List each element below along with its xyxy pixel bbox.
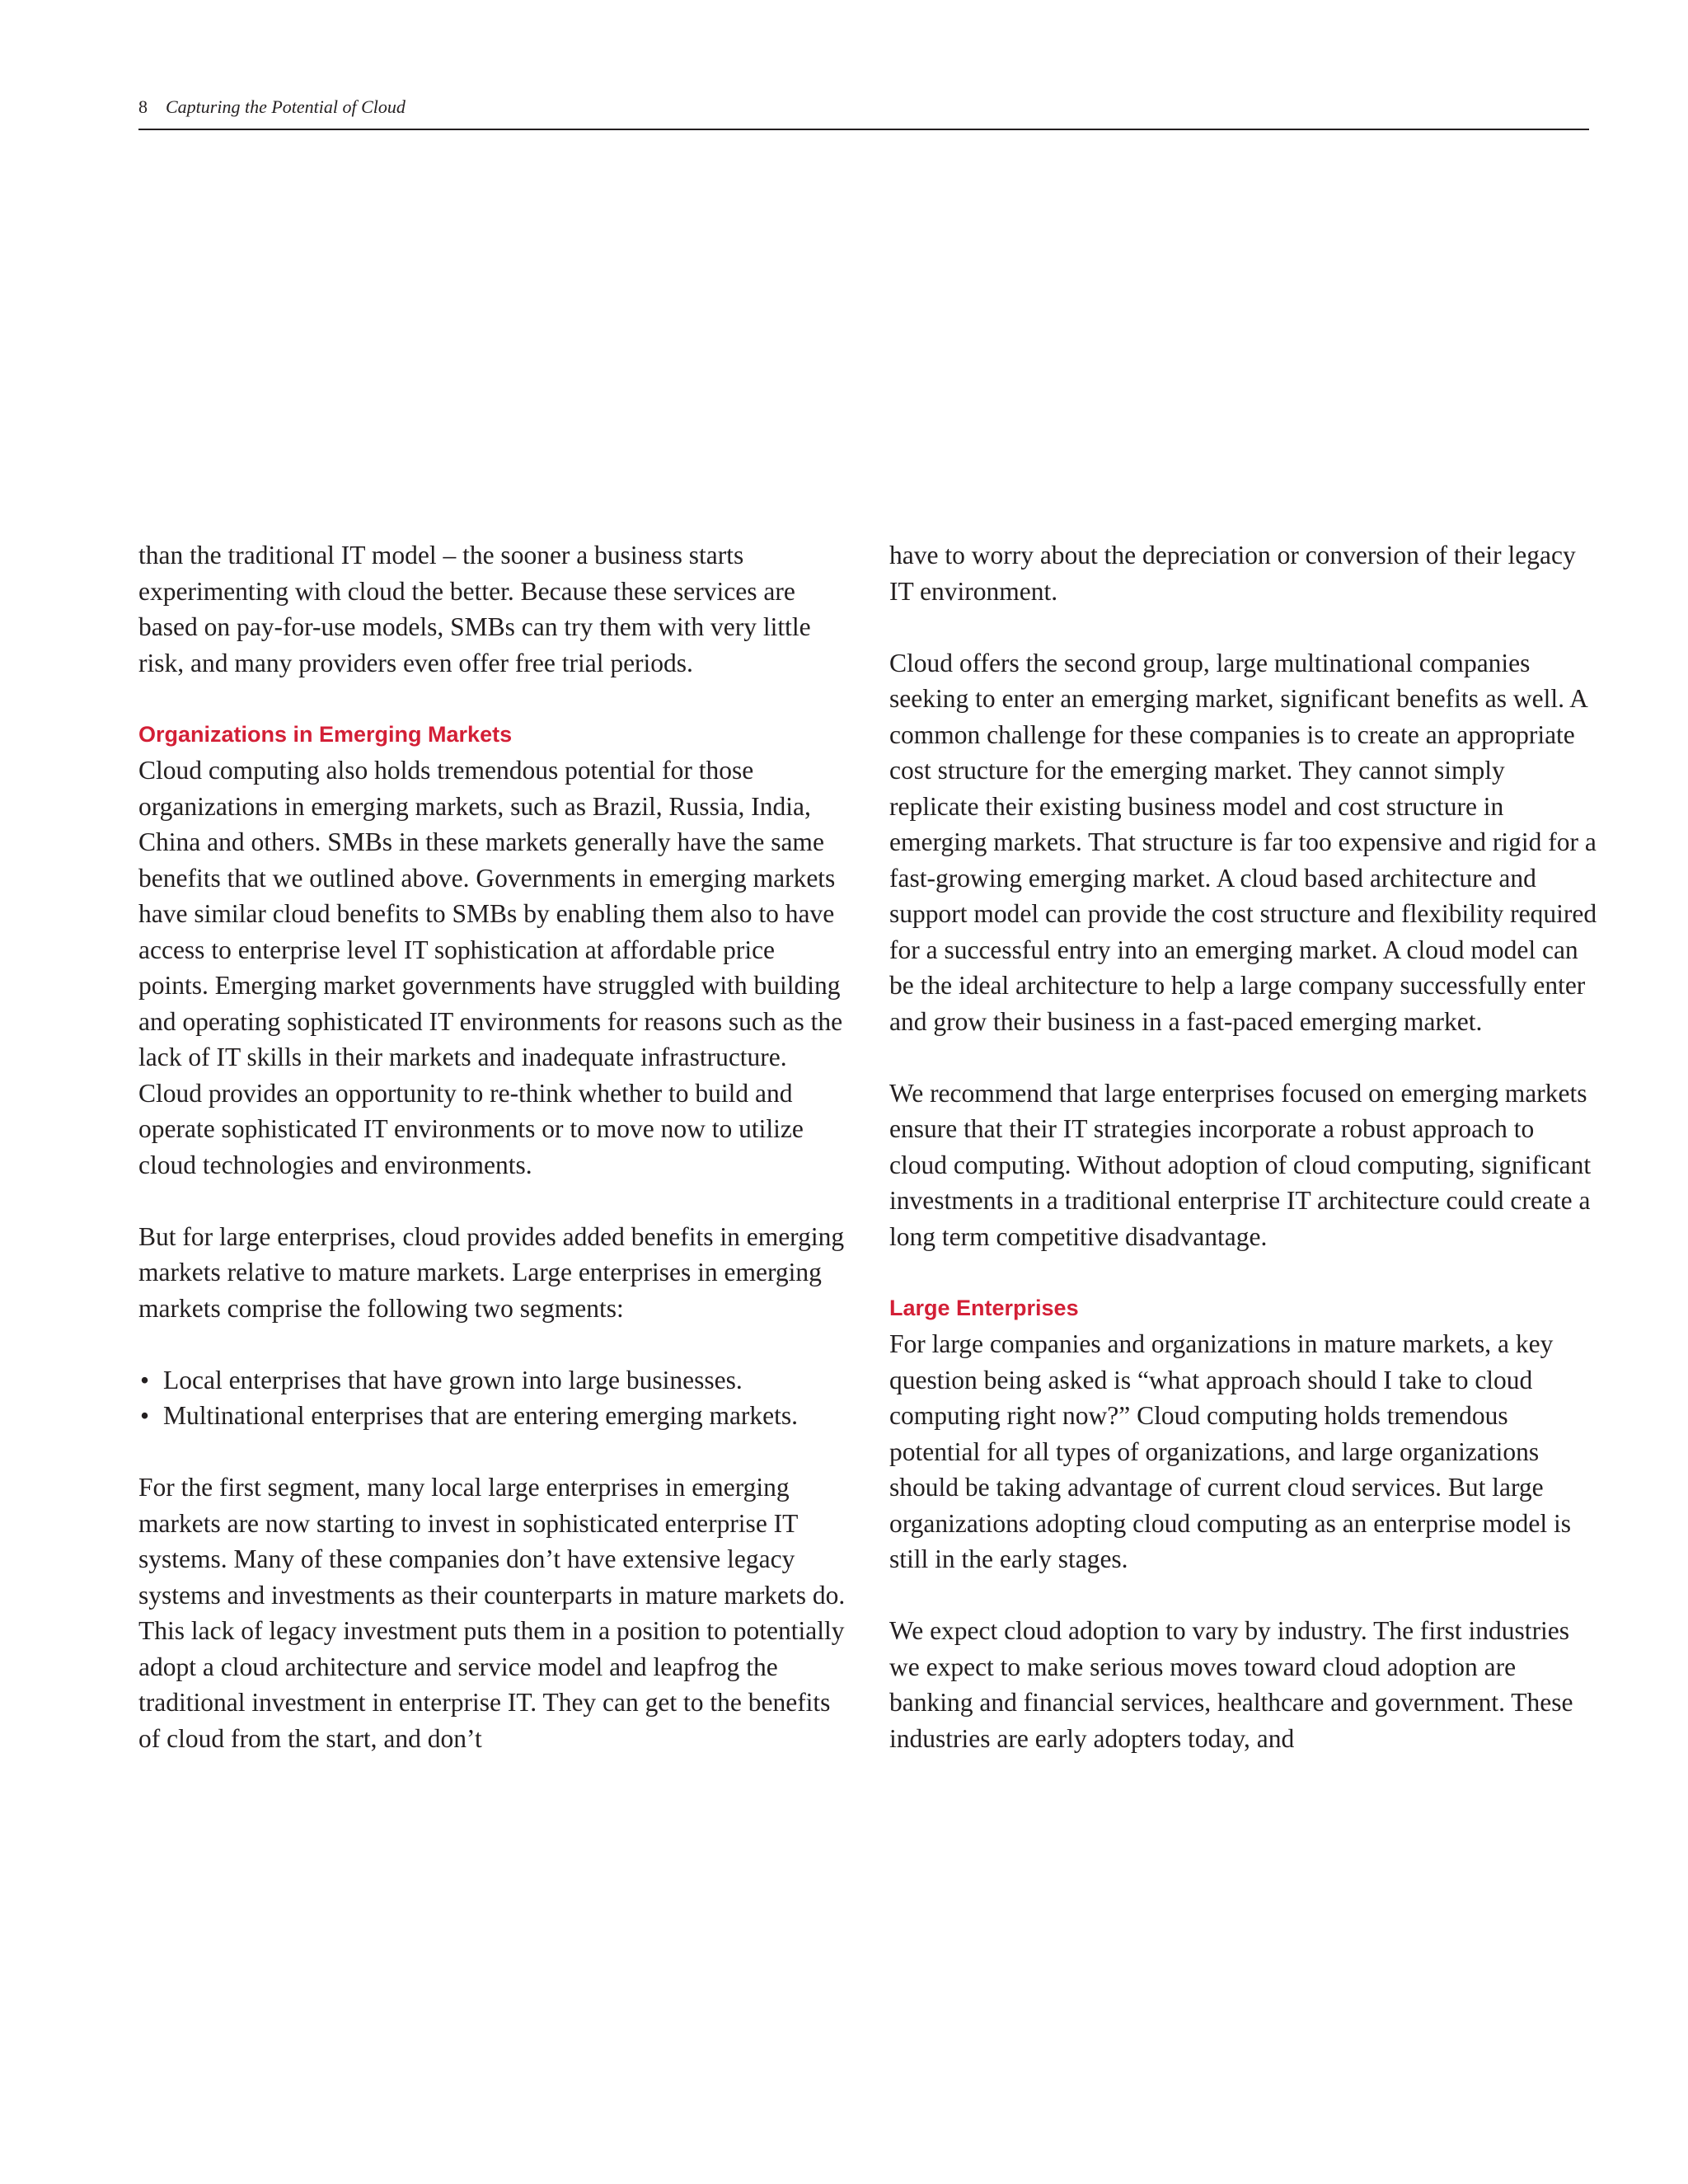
page-number: 8 (138, 96, 148, 117)
emerging-markets-heading: Organizations in Emerging Markets (138, 721, 513, 747)
large-enterprises-segments-paragraph: But for large enterprises, cloud provides added benefits in emerging markets relative to mature markets. Large enterprises in emerging markets comprise the following two segments: (138, 1221, 845, 1323)
right-continuation-paragraph: have to worry about the depreciation or conversion of their legacy IT environment. (889, 541, 1576, 606)
list-item: • Local enterprises that have grown into large businesses. (138, 1362, 847, 1399)
large-enterprises-heading: Large Enterprises (889, 1295, 1079, 1320)
page-header (138, 92, 1589, 130)
segments-list (138, 1362, 847, 1434)
list-item: • Multinational enterprises that are entering emerging markets. (138, 1398, 847, 1434)
industry-adoption-paragraph: We expect cloud adoption to vary by industry. The first industries we expect to make serious moves toward cloud adoption are banking and financial services, healthcare and government. These industries are early adopters today, and (889, 1616, 1573, 1753)
left-column (138, 537, 847, 1756)
large-enterprises-paragraph: For large companies and organizations in mature markets, a key question being asked is “what approach should I take to cloud computing right now?” Cloud computing holds tremendous potential for all types of organizations, and large organizations should be taking advantage of current cloud services. But large organizations adopting cloud computing as an enterprise model is still in the early stages. (889, 1329, 1571, 1573)
running-title: Capturing the Potential of Cloud (166, 96, 406, 117)
recommendation-paragraph: We recommend that large enterprises focused on emerging markets ensure that their IT strategies incorporate a robust approach to cloud computing. Without adoption of cloud computing, significant investments in a traditional enterprise IT architecture could create a long term competitive disadvantage. (889, 1078, 1592, 1251)
right-column (889, 537, 1598, 1756)
first-segment-paragraph: For the first segment, many local large enterprises in emerging markets are now starting to invest in sophisticated enterprise IT systems. Many of these companies don’t have extensive legacy systems and investments as their counterparts in mature markets do. This lack of legacy investment puts them in a position to potentially adopt a cloud architecture and service model and leapfrog the traditional investment in enterprise IT. They can get to the benefits of cloud from the start, and don’t (138, 1473, 846, 1753)
left-intro-paragraph: than the traditional IT model – the sooner a business starts experimenting with cloud the better. Because these services are based on pay-for-use models, SMBs can try them with very little risk, and many providers even offer free trial periods. (138, 541, 811, 677)
emerging-markets-paragraph: Cloud computing also holds tremendous potential for those organizations in emerging markets, such as Brazil, Russia, India, China and others. SMBs in these markets generally have the same benefits that we outlined above. Governments in emerging markets have similar cloud benefits to SMBs by enabling them also to have access to enterprise level IT sophistication at affordable price points. Emerging market governments have struggled with building and operating sophisticated IT environments for reasons such as the lack of IT skills in their markets and inadequate infrastructure. Cloud provides an opportunity to re-think whether to build and operate sophisticated IT environments or to move now to utilize cloud technologies and environments. (138, 756, 843, 1179)
second-group-paragraph: Cloud offers the second group, large multinational companies seeking to enter an emerging market, significant benefits as well. A common challenge for these companies is to create an appropriate cost structure for the emerging market. They cannot simply replicate their existing business model and cost structure in emerging markets. That structure is far too expensive and rigid for a fast-growing emerging market. A cloud based architecture and support model can provide the cost structure and flexibility required for a successful entry into an emerging market. A cloud model can be the ideal architecture to help a large company successfully enter and grow their business in a fast-paced emerging market. (889, 648, 1597, 1036)
